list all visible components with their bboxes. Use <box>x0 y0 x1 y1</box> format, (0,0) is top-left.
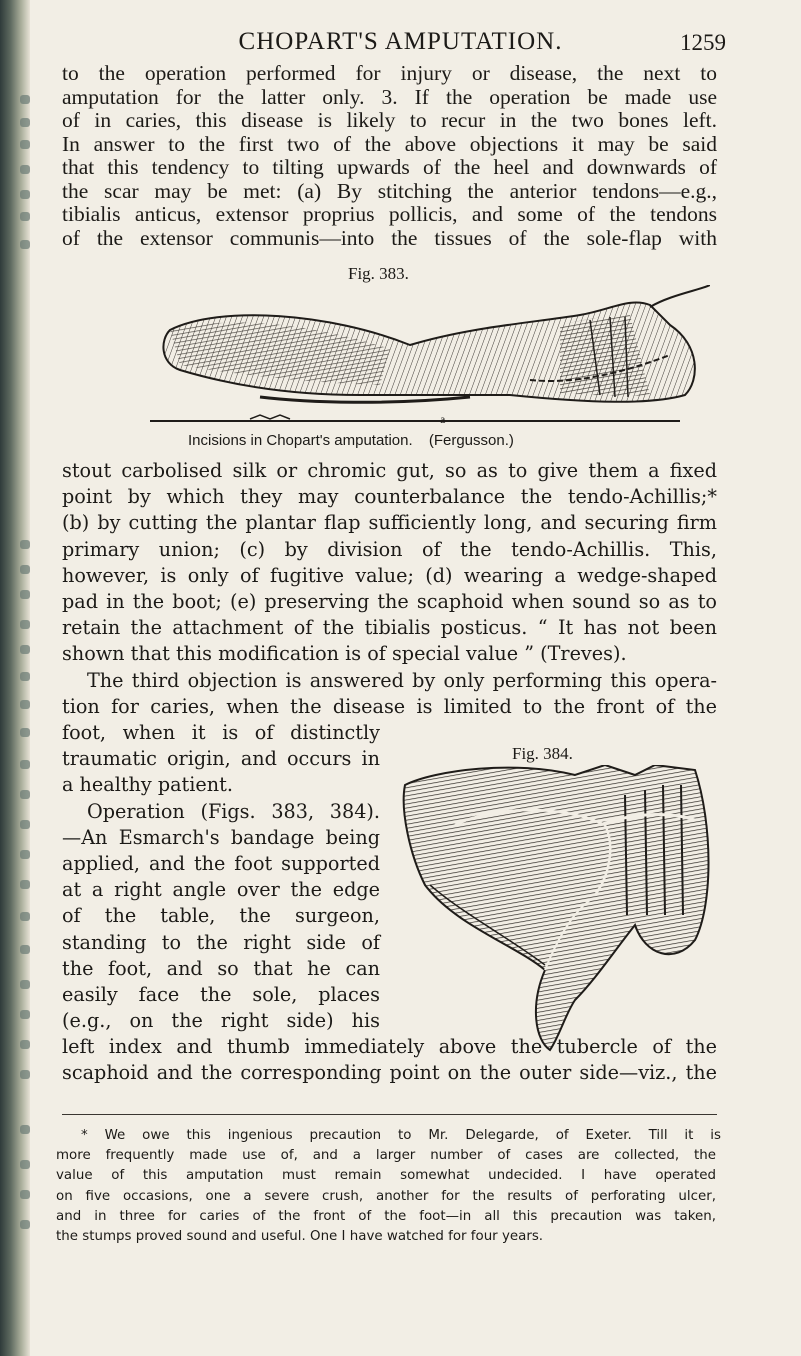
footnote-line: on five occasions, one a severe crush, another for the results of perforating ulcer, <box>56 1188 716 1204</box>
text-line: tibialis anticus, extensor proprius pollicis, and some of the tendons <box>62 202 717 226</box>
text-line: at a right angle over the edge <box>62 878 380 902</box>
text-line: point by which they may counterbalance the tendo-Achillis;* <box>62 485 717 509</box>
text-line: (b) by cutting the plantar flap sufficiently long, and securing firm <box>62 511 717 535</box>
footnote-rule <box>62 1114 717 1115</box>
binding-stitch-marks <box>20 0 38 1356</box>
text-line: —An Esmarch's bandage being <box>62 825 380 849</box>
text-line: The third objection is answered by only performing this opera- <box>87 668 717 692</box>
text-line: In answer to the first two of the above objections it may be said <box>62 131 717 156</box>
paragraph-remedies <box>62 458 717 720</box>
footnote-line: more frequently made use of, and a larger number of cases are collected, the <box>56 1148 716 1164</box>
text-line: (e.g., on the right side) his <box>62 1009 380 1033</box>
figure-383-label: Fig. 383. <box>348 264 409 283</box>
text-line: pad in the boot; (e) preserving the scaphoid when sound so as to <box>62 589 717 613</box>
figure-383-letter-a: a <box>440 412 446 426</box>
paragraph-objections <box>62 62 717 250</box>
figure-384-foot-illustration <box>395 765 720 1055</box>
text-line: stout carbolised silk or chromic gut, so as to give them a fixed <box>62 459 717 482</box>
figure-384-label: Fig. 384. <box>512 744 573 763</box>
footnote-line: and in three for caries of the front of the foot—in all this precaution was taken, <box>56 1208 716 1224</box>
text-line: easily face the sole, places <box>62 982 380 1006</box>
text-line: a healthy patient. <box>62 773 233 797</box>
text-line: applied, and the foot supported <box>62 851 380 875</box>
page-header <box>0 28 801 58</box>
text-line: to the operation performed for injury or disease, the next to <box>62 61 717 85</box>
text-line: standing to the right side of <box>62 930 380 954</box>
footnote <box>56 1126 721 1247</box>
caption-credit: (Fergusson.) <box>428 432 514 449</box>
text-line: foot, when it is of distinctly <box>62 721 380 744</box>
text-line: amputation for the latter only. 3. If the operation be made use <box>62 84 717 109</box>
text-line: the scar may be met: (a) By stitching the anterior tendons—e.g., <box>62 178 717 203</box>
figure-383-foot-illustration <box>110 285 710 430</box>
caption-text: Incisions in Chopart's amputation. <box>188 432 413 449</box>
text-line: however, is only of fugitive value; (d) wearing a wedge-shaped <box>62 563 717 587</box>
page-number: 1259 <box>680 30 726 55</box>
text-line: of in caries, this disease is likely to recur in the two bones left. <box>62 108 717 132</box>
text-line: of the table, the surgeon, <box>62 904 380 928</box>
text-line: scaphoid and the corresponding point on the outer side—viz., the <box>62 1061 717 1085</box>
footnote-line: the stumps proved sound and useful. One I have watched for four years. <box>56 1228 544 1244</box>
text-line: primary union; (c) by division of the tendo-Achillis. This, <box>62 537 717 561</box>
text-line: of the extensor communis—into the tissues of the sole-flap with <box>62 225 717 250</box>
text-line: that this tendency to tilting upwards of the heel and downwards of <box>62 155 717 179</box>
text-line: traumatic origin, and occurs in <box>62 747 380 771</box>
footnote-line: value of this amputation must remain somewhat undecided. I have operated <box>56 1168 716 1184</box>
footnote-line: * We owe this ingenious precaution to Mr. Delegarde, of Exeter. Till it is <box>81 1128 721 1143</box>
text-line: tion for caries, when the disease is limited to the front of the <box>62 694 717 718</box>
text-line: retain the attachment of the tibialis posticus. “ It has not been <box>62 616 717 640</box>
figure-383-caption <box>188 432 514 449</box>
operation-heading: Operation (Figs. 383, 384). <box>87 799 380 823</box>
text-line: the foot, and so that he can <box>62 956 380 980</box>
text-line: left index and thumb immediately above the tubercle of the <box>62 1035 717 1059</box>
running-head: CHOPART'S AMPUTATION. <box>238 28 563 55</box>
text-line: shown that this modification is of special value ” (Treves). <box>62 642 627 666</box>
